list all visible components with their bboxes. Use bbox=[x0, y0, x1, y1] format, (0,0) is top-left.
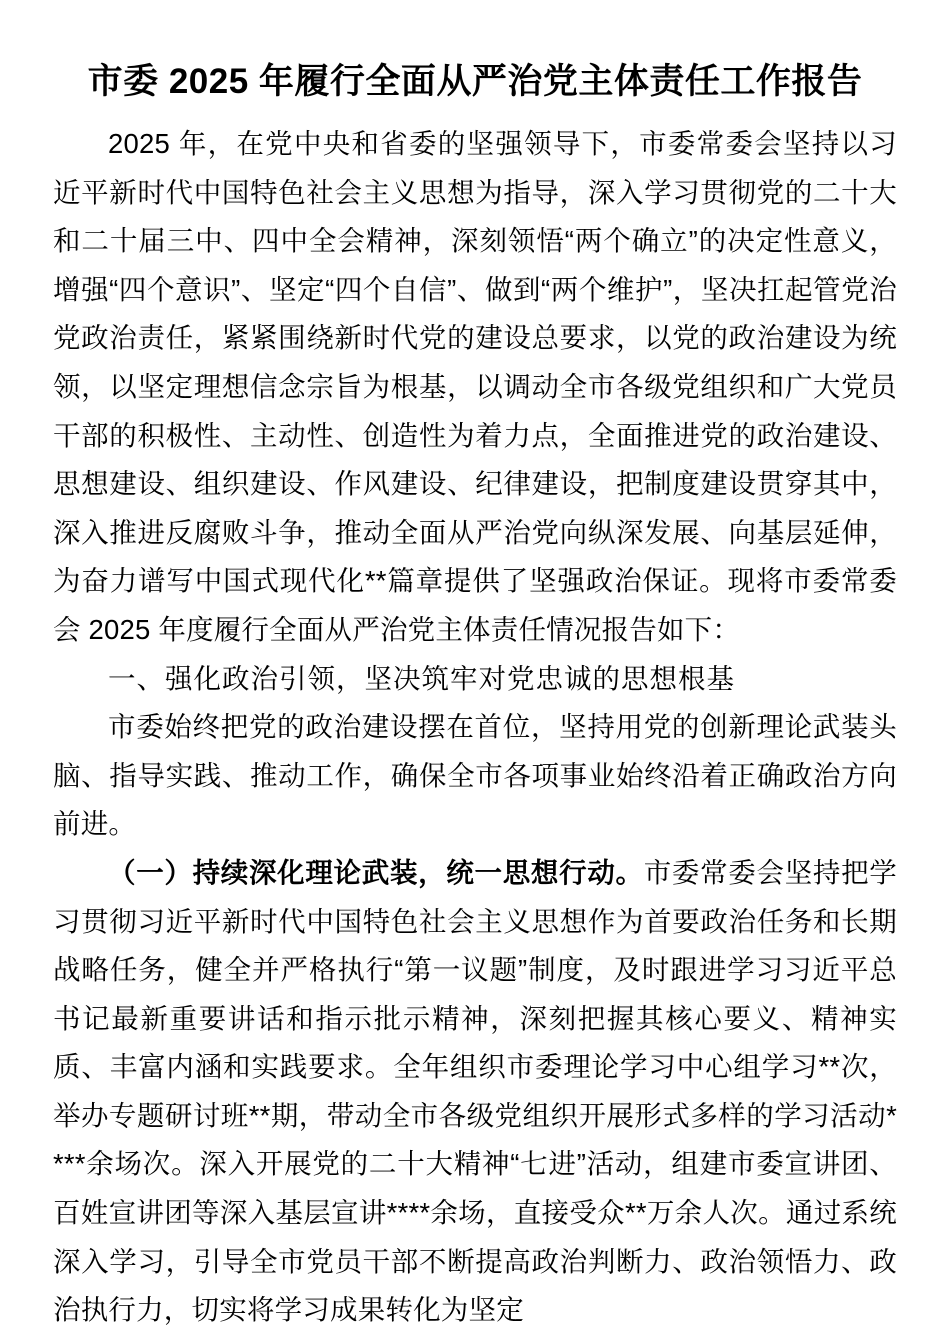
section-heading: 一、强化政治引领，坚决筑牢对党忠诚的思想根基 bbox=[108, 662, 735, 694]
paragraph: （一）持续深化理论武装，统一思想行动。市委常委会坚持把学习贯彻习近平新时代中国特色社会主义思想作为首要政治任务和长期战略任务，健全并严格执行“第一议题”制度，及时跟进学习习近平总书记最新重要讲话和指示批示精神，深刻把握其核心要义、精神实质、丰富内涵和实践要求。全年组织市委理论学习中心组学习**次，举办专题研讨班**期，带动全市各级党组织开展形式多样的学习活动****余场次。深入开展党的二十大精神“七进”活动，组建市委宣讲团、百姓宣讲团等深入基层宣讲****余场，直接受众**万余人次。通过系统深入学习，引导全市党员干部不断提高政治判断力、政治领悟力、政治执行力，切实将学习成果转化为坚定 bbox=[53, 856, 897, 1326]
document-title: 市委 2025 年履行全面从严治党主体责任工作报告 bbox=[87, 62, 863, 101]
paragraph: 市委始终把党的政治建设摆在首位，坚持用党的创新理论武装头脑、指导实践、推动工作，确保全市各项事业始终沿着正确政治方向前进。 bbox=[53, 711, 897, 840]
paragraph: 2025 年，在党中央和省委的坚强领导下，市委常委会坚持以习近平新时代中国特色社会主义思想为指导，深入学习贯彻党的二十大和二十届三中、四中全会精神，深刻领悟“两个确立”的决定性意义，增强“四个意识”、坚定“四个自信”、做到“两个维护”，坚决扛起管党治党政治责任，紧紧围绕新时代党的建设总要求，以党的政治建设为统领，以坚定理想信念宗旨为根基，以调动全市各级党组织和广大党员干部的积极性、主动性、创造性为着力点，全面推进党的政治建设、思想建设、组织建设、作风建设、纪律建设，把制度建设贯穿其中，深入推进反腐败斗争，推动全面从严治党向纵深发展、向基层延伸，为奋力谱写中国式现代化**篇章提供了坚强政治保证。现将市委常委会 2025 年度履行全面从严治党主体责任情况报告如下： bbox=[53, 128, 897, 645]
document-body bbox=[53, 120, 897, 1335]
paragraph-bold-lead: （一）持续深化理论武装，统一思想行动。 bbox=[108, 856, 644, 888]
